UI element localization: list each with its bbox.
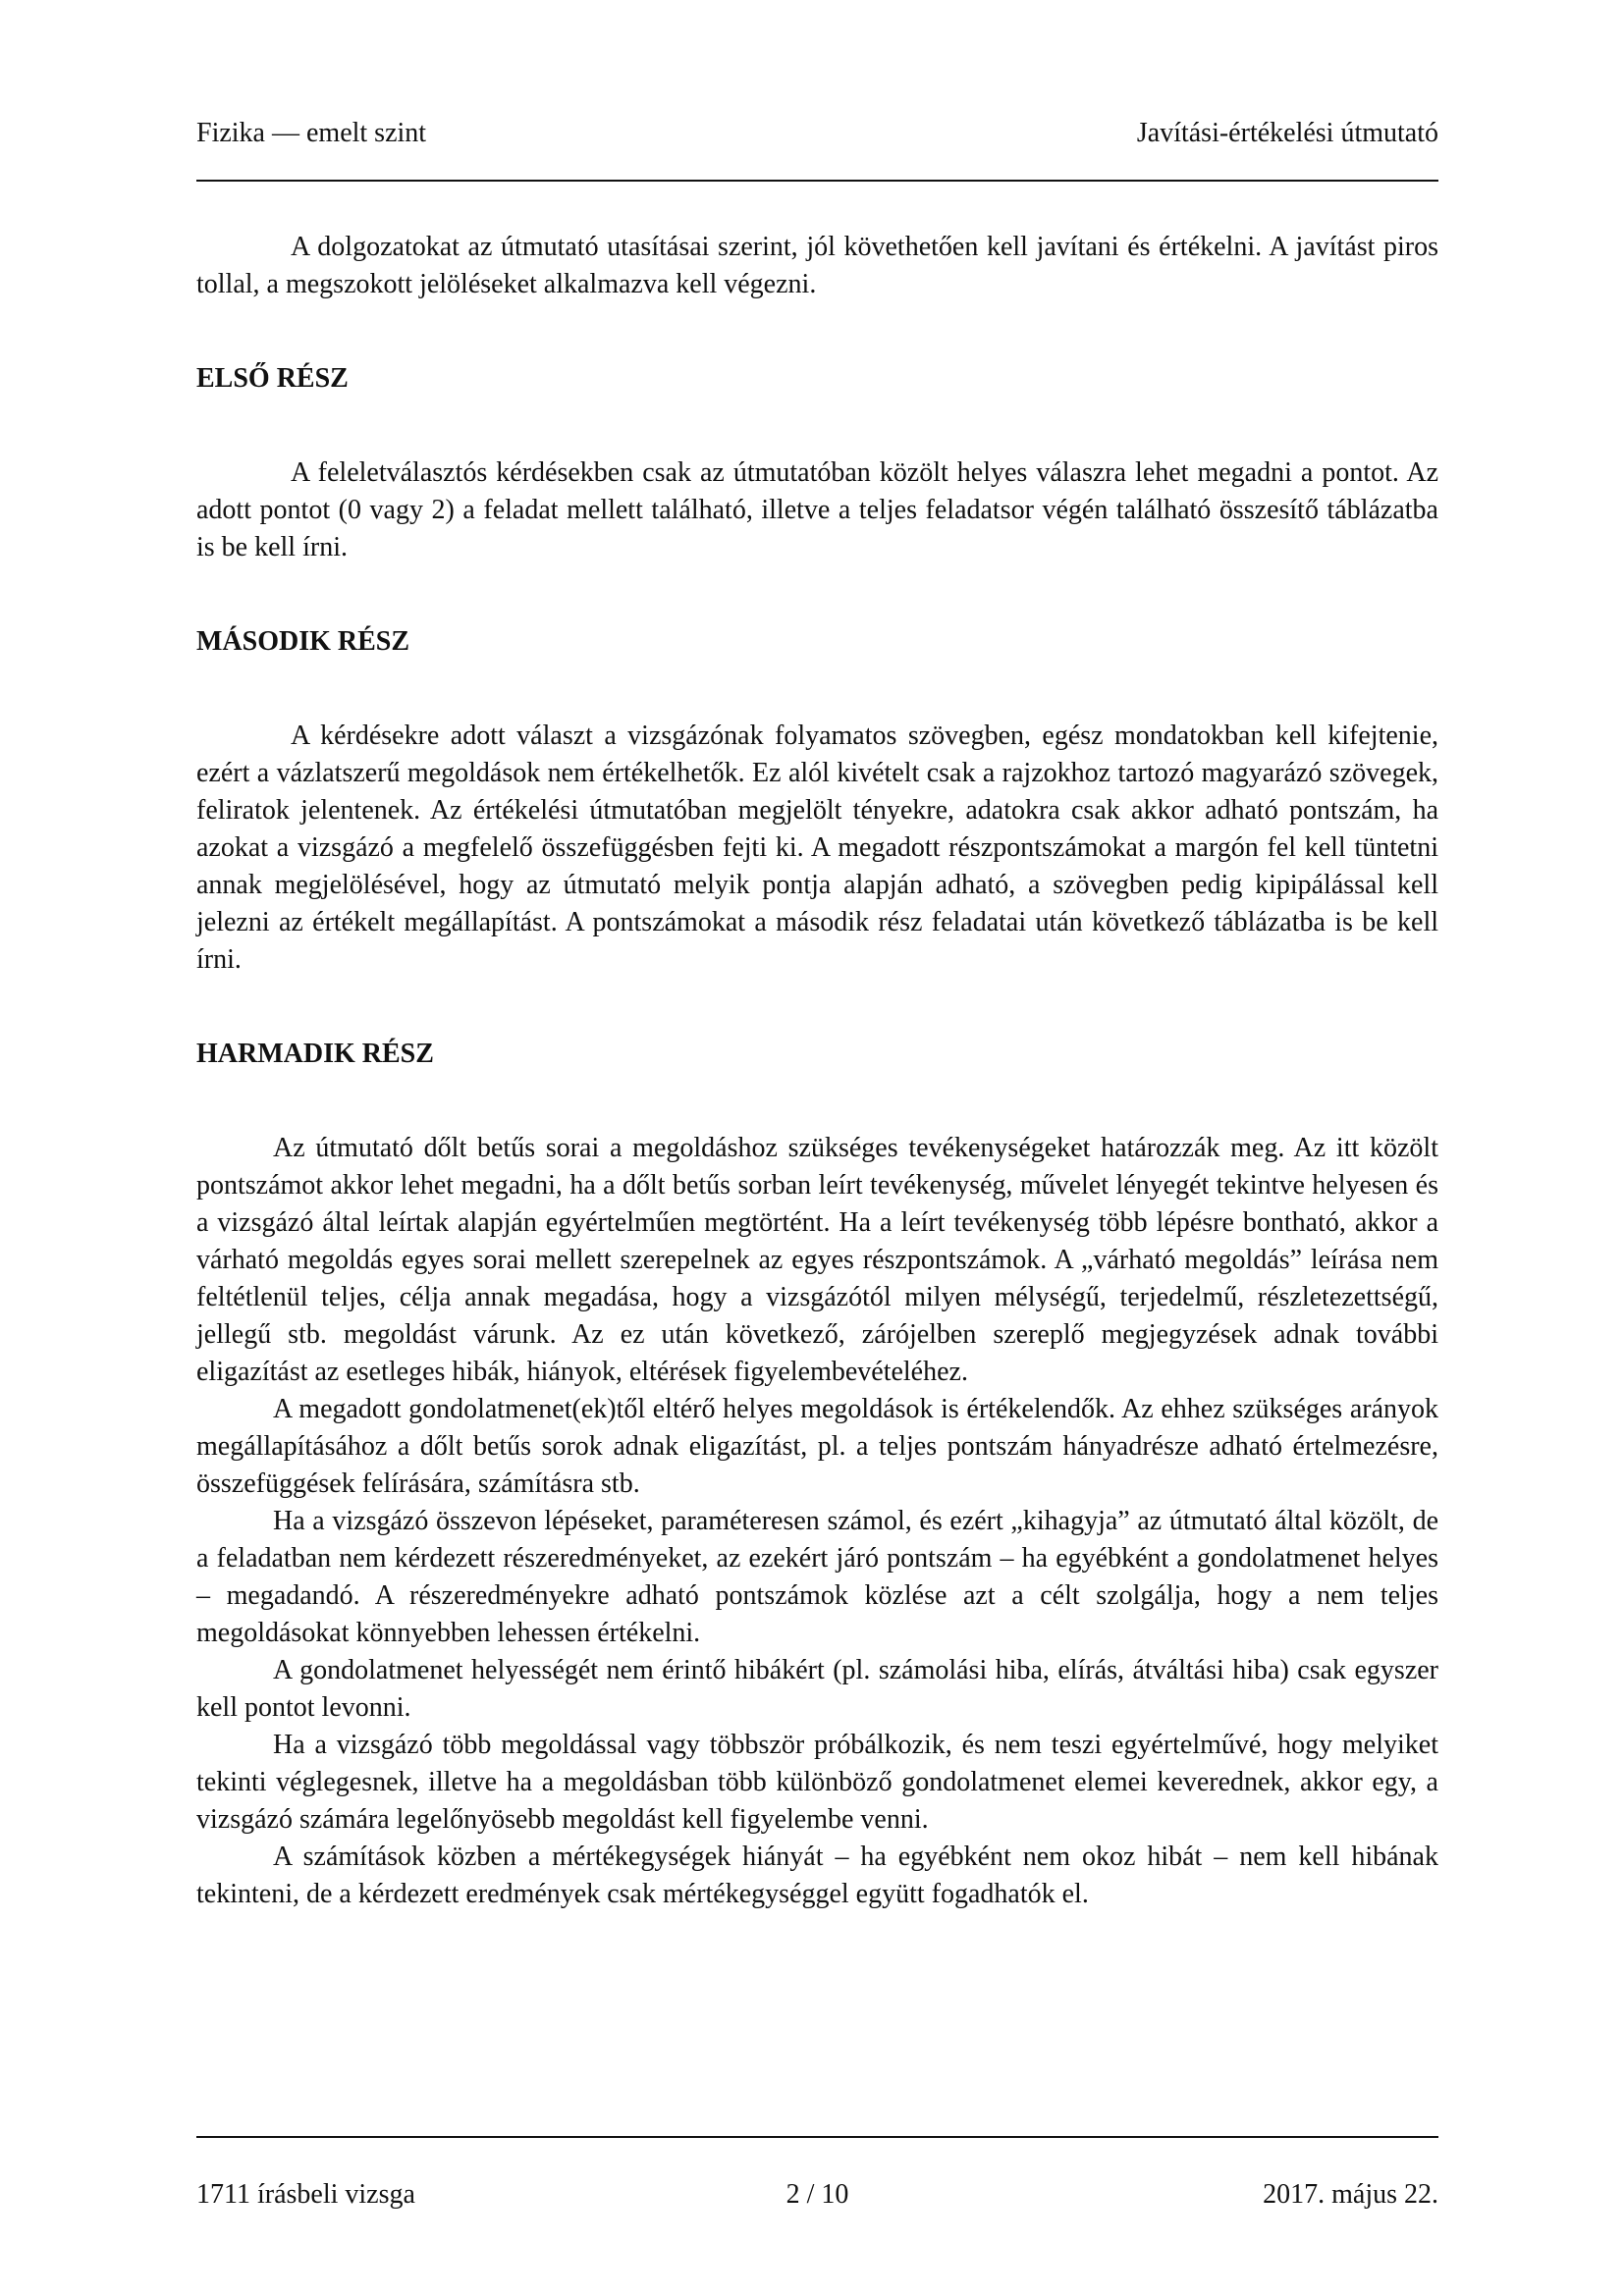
footer-exam-id: 1711 írásbeli vizsga [196, 2179, 415, 2210]
section-third-paragraph-6: A számítások közben a mértékegységek hiányát – ha egyébként nem okoz hibát – nem kell hibának tekinteni, de a kérdezett eredmények csak mértékegységgel együtt fogadhatók el. [196, 1842, 1438, 1909]
section-third-paragraph-2: A megadott gondolatmenet(ek)től eltérő helyes megoldások is értékelendők. Az ehhez szükséges arányok megállapításához a dőlt betűs sorok adnak eligazítást, pl. a teljes pontszám hányadrésze adható értelmezésre, összefüggések felírására, számításra stb. [196, 1394, 1438, 1499]
footer-divider [196, 2136, 1438, 2138]
section-third-paragraph-5: Ha a vizsgázó több megoldással vagy többször próbálkozik, és nem teszi egyértelművé, hogy melyiket tekinti véglegesnek, illetve ha a megoldásban több különböző gondolatmenet elemei keverednek, akkor egy, a vizsgázó számára legelőnyösebb megoldást kell figyelembe venni. [196, 1730, 1438, 1835]
section-first-paragraph: A feleletválasztós kérdésekben csak az útmutatóban közölt helyes válaszra lehet megadni a pontot. Az adott pontot (0 vagy 2) a feladat mellett található, illetve a teljes feladatsor végén található összesítő táblázatba is be kell írni. [196, 457, 1438, 562]
document-body [196, 229, 1438, 1913]
page-header [196, 110, 1438, 149]
section-third-paragraph-1: Az útmutató dőlt betűs sorai a megoldáshoz szükséges tevékenységeket határozzák meg. Az itt közölt pontszámot akkor lehet megadni, ha a dőlt betűs sorban leírt tevékenység, művelet lényegét tekintve helyesen és a vizsgázó által leírtak alapján egyértelműen megtörtént. Ha a leírt tevékenység több lépésre bontható, akkor a várható megoldás egyes sorai mellett szerepelnek az egyes részpontszámok. A „várható megoldás” leírása nem feltétlenül teljes, célja annak megadása, hogy a vizsgázótól milyen mélységű, terjedelmű, részletezettségű, jellegű stb. megoldást várunk. Az ez után következő, zárójelben szereplő megjegyzések adnak további eligazítást az esetleges hibák, hiányok, eltérések figyelembevételéhez. [196, 1133, 1438, 1387]
header-document-type: Javítási-értékelési útmutató [1136, 118, 1438, 148]
document-page [196, 0, 1438, 2296]
header-subject: Fizika — emelt szint [196, 118, 427, 148]
section-title-third: HARMADIK RÉSZ [196, 1039, 434, 1069]
section-third-paragraph-4: A gondolatmenet helyességét nem érintő hibákért (pl. számolási hiba, elírás, átváltási hiba) csak egyszer kell pontot levonni. [196, 1655, 1438, 1723]
intro-paragraph: A dolgozatokat az útmutató utasításai szerint, jól követhetően kell javítani és értékelni. A javítást piros tollal, a megszokott jelöléseket alkalmazva kell végezni. [196, 232, 1438, 299]
section-title-second: MÁSODIK RÉSZ [196, 626, 410, 657]
section-title-first: ELSŐ RÉSZ [196, 363, 349, 394]
section-second-paragraph: A kérdésekre adott választ a vizsgázónak folyamatos szövegben, egész mondatokban kell kifejtenie, ezért a vázlatszerű megoldások nem értékelhetők. Ez alól kivételt csak a rajzokhoz tartozó magyarázó szövegek, feliratok jelentenek. Az értékelési útmutatóban megjelölt tényekre, adatokra csak akkor adható pontszám, ha azokat a vizsgázó a megfelelő összefüggésben fejti ki. A megadott részpontszámokat a margón fel kell tüntetni annak megjelölésével, hogy az útmutató melyik pontja alapján adható, a szövegben pedig kipipálással kell jelezni az értékelt megállapítást. A pontszámokat a második rész feladatai után következő táblázatba is be kell írni. [196, 721, 1438, 975]
section-third-paragraph-3: Ha a vizsgázó összevon lépéseket, paraméteresen számol, és ezért „kihagyja” az útmutató által közölt, de a feladatban nem kérdezett részeredményeket, az ezekért járó pontszám – ha egyébként a gondolatmenet helyes – megadandó. A részeredményekre adható pontszámok közlése azt a célt szolgálja, hogy a nem teljes megoldásokat könnyebben lehessen értékelni. [196, 1506, 1438, 1648]
footer-date: 2017. május 22. [1263, 2179, 1438, 2210]
footer-page-number: 2 / 10 [785, 2179, 849, 2210]
header-divider [196, 180, 1438, 182]
page-footer [196, 2179, 1438, 2218]
